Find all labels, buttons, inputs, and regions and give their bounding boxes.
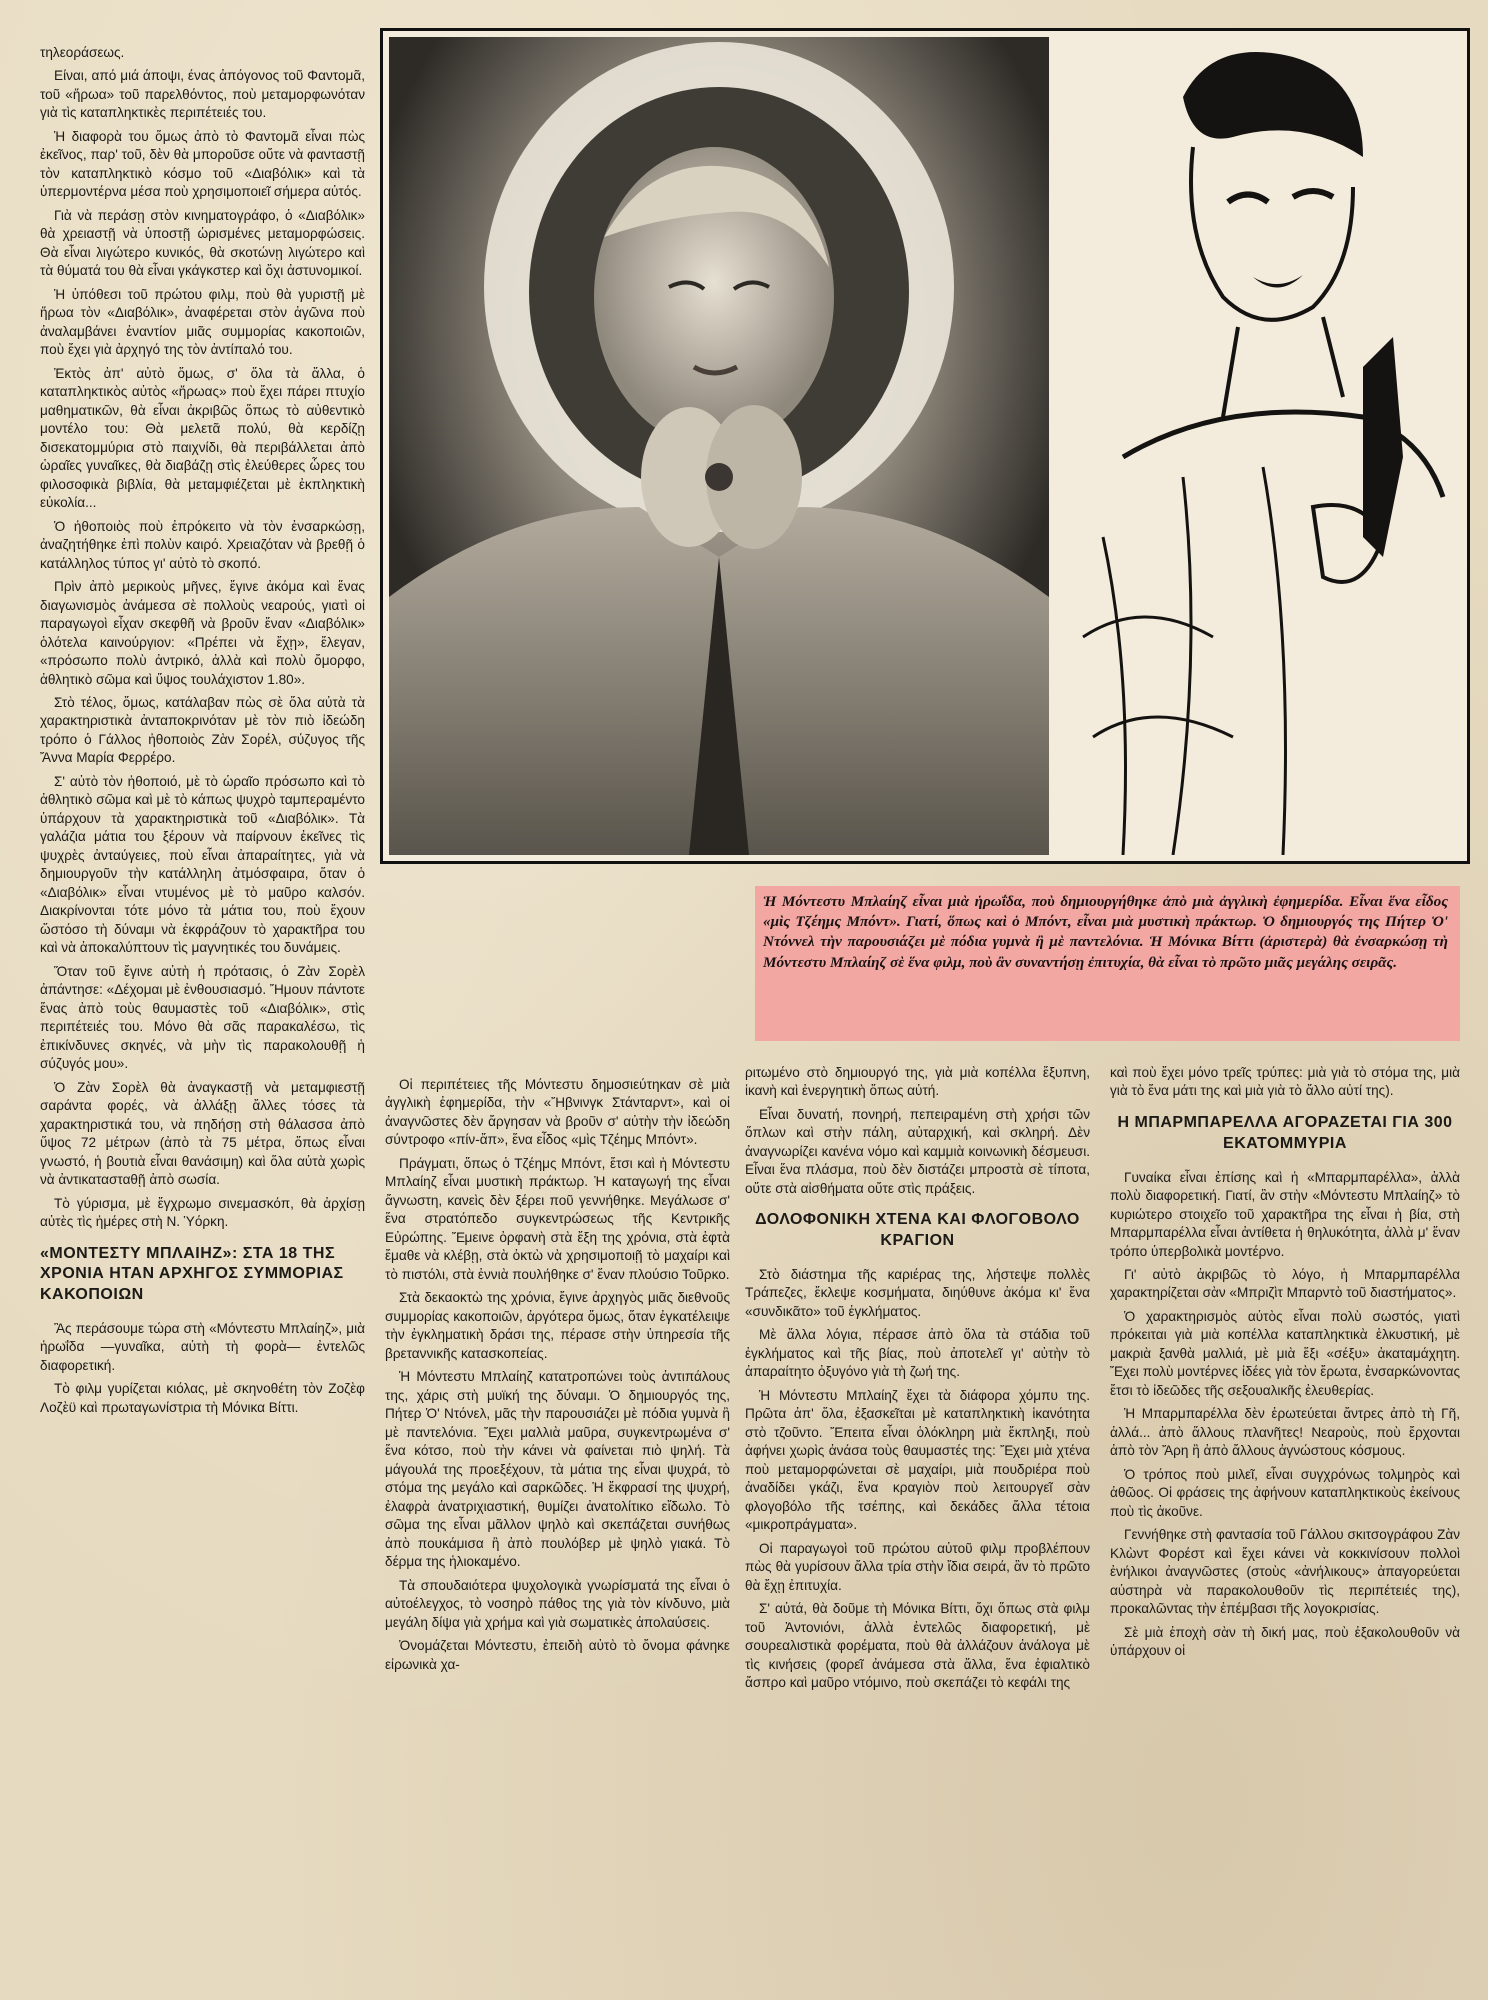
photo-frame [380,28,1470,864]
paragraph: Οἱ παραγωγοὶ τοῦ πρώτου αὐτοῦ φιλμ προβλέπουν πὼς θὰ γυρίσουν ἄλλα τρία στὴν ἴδια σειρά, ἂν τὸ πρῶτο θὰ ἔχῃ ἐπιτυχία. [745,1540,1090,1593]
paragraph: Μὲ ἄλλα λόγια, πέρασε ἀπὸ ὅλα τὰ στάδια τοῦ ἐγκλήματος καὶ τῆς βίας, ποὺ ἀποτελεῖ γι' αὐτὴν τὸ ἀπαραίτητο ὀξυγόνο γιὰ τὴ ζωή της. [745,1327,1090,1380]
text-column-4 [1110,1064,1460,1984]
paragraph: Στὸ διάστημα τῆς καριέρας της, λήστεψε πολλὲς Τράπεζες, ἔκλεψε κοσμήματα, διηύθυνε ἀκόμα κι' ἕνα «συνδικᾶτο» τοῦ ἐγκλήματος. [745,1266,1090,1319]
paragraph: Γιὰ νὰ περάσῃ στὸν κινηματογράφο, ὁ «Διαβόλικ» θὰ χρειαστῇ νὰ ὑποστῇ ὡρισμένες μεταμορφώσεις. Θὰ εἶναι λιγώτερο κυνικός, θὰ σκοτώνῃ λιγώτερο καὶ τὰ θύματά του θὰ εἶναι γκάγκστερ καὶ ὄχι ἀστυνομικοί. [40,207,365,279]
column-3-after-heading [745,1266,1090,1693]
paragraph: Γυναίκα εἶναι ἐπίσης καὶ ἡ «Μπαρμπαρέλλα», ἀλλὰ πολὺ διαφορετική. Γιατί, ἂν στὴν «Μόντεστυ Μπλαίηζ» τὸ κυριώτερο στοιχεῖο τοῦ χαρακτῆρα της εἶναι ἡ βία, στὴ Μπαρμπαρέλλα εἶναι ἀντίθετα ἡ θηλυκότητα, ἀλλὰ μ' ἕναν τρόπο ὑπερβολικὰ μοντέρνο. [1110,1169,1460,1259]
paragraph: Ὁ τρόπος ποὺ μιλεῖ, εἶναι συγχρόνως τολμηρὸς καὶ ἀθῶος. Οἱ φράσεις της ἀφήνουν καταπληκτικοὺς ἐκείνους ποὺ τὶς ἀκοῦνε. [1110,1466,1460,1519]
paragraph: Ὀνομάζεται Μόντεστυ, ἐπειδὴ αὐτὸ τὸ ὄνομα φάνηκε εἰρωνικὰ χα- [385,1638,730,1672]
paragraph: καὶ ποὺ ἔχει μόνο τρεῖς τρύπες: μιὰ γιὰ τὸ στόμα της, μιὰ γιὰ τὸ ἕνα μάτι της καὶ μιὰ γιὰ τὸ ἄλλο αὐτί της). [1110,1065,1460,1099]
paragraph: Σ' αὐτά, θὰ δοῦμε τὴ Μόνικα Βίττι, ὄχι ὅπως στὰ φιλμ τοῦ Ἀντονιόνι, ἀλλὰ ἐντελῶς διαφορετική, μὲ σουρεαλιστικὰ φορέματα, ποὺ θὰ ἀλλάζουν ἀνάλογα μὲ τὶς κινήσεις (φορεῖ ἀνάμεσα στὰ ἄλλα, ἕνα ἐφιαλτικὸ ἄσπρο καὶ μαῦρο ντόμινο, ποὺ σκεπάζει τὸ κεφάλι της [745,1601,1090,1691]
section-heading-comb: ΔΟΛΟΦΟΝΙΚΗ ΧΤΕΝΑ ΚΑΙ ΦΛΟΓΟΒΟΛΟ ΚΡΑΓΙΟΝ [755,1211,1080,1250]
column-2-paragraphs [385,1076,730,1674]
paragraph: Γεννήθηκε στὴ φαντασία τοῦ Γάλλου σκιτσογράφου Ζὰν Κλὼντ Φορέστ καὶ ἔχει κάνει νὰ κοκκινίσουν πολλοὶ ἐνήλικοι ἀναγνῶστες (στοὺς «ἀνήλικους» ἀπαγορεύεται αὐστηρὰ νὰ παρακολουθοῦν τὶς περιπέτειές της), προκαλῶντας τὴν ἐπέμβασι τῆς λογοκρισίας. [1110,1527,1460,1617]
paragraph: Ὅταν τοῦ ἔγινε αὐτὴ ἡ πρότασις, ὁ Ζὰν Σορὲλ ἀπάντησε: «Δέχομαι μὲ ἐνθουσιασμό. Ἤμουν πάντοτε ἕνας ἀπὸ τοὺς θαυμαστὲς τοῦ «Διαβόλικ», στὶς περιπέτειές του. Μόνο θὰ σᾶς παρακαλέσω, τὶς ἐπικίνδυνες σκηνές, νὰ μὴν τὶς παρακολουθῇ ἡ σύζυγός μου». [40,963,365,1072]
paragraph: Οἱ περιπέτειες τῆς Μόντεστυ δημοσιεύτηκαν σὲ μιὰ ἀγγλικὴ ἐφημερίδα, τὴν «Ἤβνινγκ Στάνταρντ», καὶ οἱ ἀναγνῶστες δὲν ἄργησαν νὰ βροῦν σ' αὐτὴν τὴν ἰδεώδη σύντροφο «πίν-ἄπ», ἕνα εἶδος «μὶς Τζέημς Μπόντ». [385,1077,730,1148]
paragraph: Ἡ διαφορὰ του ὅμως ἀπὸ τὸ Φαντομᾶ εἶναι πὼς ἐκεῖνος, παρ' τοῦ, δὲν θὰ μποροῦσε οὔτε νὰ φανταστῇ τὸν καταπληκτικὸ κόσμο τοῦ «Διαβόλικ» καὶ τὰ ὑπερμοντέρνα μέσα ποὺ χρησιμοποιεῖ σήμερα αὐτός. [40,128,365,200]
section-heading-barbarella: Η ΜΠΑΡΜΠΑΡΕΛΛΑ ΑΓΟΡΑΖΕΤΑΙ ΓΙΑ 300 ΕΚΑΤΟΜΜΥΡΙΑ [1117,1113,1453,1152]
paragraph: Πρὶν ἀπὸ μερικοὺς μῆνες, ἔγινε ἀκόμα καὶ ἕνας διαγωνισμὸς ἀνάμεσα σὲ πολλοὺς νεαρούς, γιατὶ οἱ παραγωγοὶ εἶχαν σκεφθῆ νὰ βροῦν ἕναν «Διαβόλικ» ὁλότελα καινούργιον: «Πρέπει νὰ ἔχῃ», ἔλεγαν, «πρόσωπο πολὺ ἀντρικό, ἀλλὰ καὶ πολὺ ὄμορφο, ἀθλητικὸ σῶμα καὶ ὕψος τουλάχιστον 1.80». [40,579,365,687]
paragraph: ριτωμένο στὸ δημιουργό της, γιὰ μιὰ κοπέλλα ἔξυπνη, ἱκανὴ καὶ ἐνεργητικὴ ὅπως αὐτή. [745,1065,1090,1099]
paragraph: Ὁ χαρακτηρισμὸς αὐτὸς εἶναι πολὺ σωστός, γιατὶ πρόκειται γιὰ μιὰ κοπέλλα καταπληκτικὰ ἑλκυστική, μὲ μακριὰ ξανθὰ μαλλιά, μὲ μιὰ ἕξι «σέξυ» ἀκαταμάχητη. Ἔχει πολὺ μοντέρνες ἰδέες γιὰ τὸν ἔρωτα, ἐνσαρκώνοντας ἔτσι τὸ ἰδεῶδες τῆς σεξουαλικῆς ἐλευθερίας. [1110,1308,1460,1398]
paragraph: Γι' αὐτὸ ἀκριβῶς τὸ λόγο, ἡ Μπαρμπαρέλλα χαρακτηρίζεται σὰν «Μπριζὶτ Μπαρντὸ τοῦ διαστήματος». [1110,1266,1460,1301]
modesty-blaise-drawing [1063,37,1461,855]
sketch-illustration [1063,37,1461,855]
paragraph: Τὸ γύρισμα, μὲ ἔγχρωμο σινεμασκόπ, θὰ ἀρχίσῃ αὐτὲς τὶς ἡμέρες στὴ Ν. Ὑόρκη. [40,1195,365,1230]
paragraph: Τὸ φιλμ γυρίζεται κιόλας, μὲ σκηνοθέτη τὸν Ζοζὲφ Λοζὲϋ καὶ πρωταγωνίστρια τὴ Μόνικα Βίττι. [40,1381,365,1415]
photo-caption [755,886,1460,1041]
paragraph: Σὲ μιὰ ἐποχὴ σὰν τὴ δική μας, ποὺ ἐξακολουθοῦν νὰ ὑπάρχουν οἱ [1110,1624,1460,1659]
monica-vitti-photo [389,37,1049,855]
paragraph: Στὸ τέλος, ὅμως, κατάλαβαν πὼς σὲ ὅλα αὐτὰ τὰ χαρακτηριστικὰ ἀνταποκρινόταν μὲ τὸν πιὸ ἰδεώδη τρόπο ὁ Γάλλος ἠθοποιὸς Ζὰν Σορέλ, σύζυγος τῆς Ἄννα Μαρία Φερρέρο. [40,694,365,766]
paragraph: Ἡ Μπαρμπαρέλλα δὲν ἐρωτεύεται ἄντρες ἀπὸ τὴ Γῆ, ἀλλά... ἀπὸ ἄλλους πλανῆτες! Νεαροὺς, ποὺ ἔρχονται ἀπὸ τὸν Ἄρη ἢ ἀπὸ ἄλλους ἀγνώστους κόσμους. [1110,1406,1460,1459]
paragraph: Ἡ Μόντεστυ Μπλαίηζ κατατροπώνει τοὺς ἀντιπάλους της, χάρις στὴ μυϊκή της δύναμι. Ὁ δημιουργός της, Πήτερ Ὁ' Ντόνελ, μᾶς τὴν παρουσιάζει μὲ πόδια γυμνὰ ἢ μὲ παντελόνια. Ἔχει μαλλιὰ μαῦρα, συγκεντρωμένα σ' ἕνα κότσο, ποὺ τὴν κάνει νὰ φαίνεται πιὸ ψηλή. Τὰ μάγουλά της προεξέχουν, τὰ μάτια της εἶναι ψυχρά, τὸ στόμα της μεγάλο καὶ σαρκῶδες. Ἡ ἔκφρασί της ψυχρή, ἐλαφρὰ ἀνατριχιαστική, θυμίζει ἀνατολίτικο εἴδωλο. Τὸ σῶμα της εἶναι μᾶλλον ψηλὸ καὶ σκεπάζεται συνήθως ἀπὸ πουκάμισα ἢ ἀπὸ πουλόβερ μὲ ψηλὸ γιακά. Τὸ δέρμα της ἡλιοκαμένο. [385,1369,730,1570]
text-column-2 [385,1076,730,1981]
paragraph: Ὁ Ζὰν Σορὲλ θὰ ἀναγκαστῇ νὰ μεταμφιεστῇ σαράντα φορές, νὰ ἀλλάξῃ ἄλλες τόσες τὰ χαρακτηριστικά του, νὰ πηδήσῃ στὴ θάλασσα ἀπὸ ὕψος 72 μέτρων (ἀπὸ τὰ 75 μέτρα, ὅπως εἶναι γνωστό, ἡ βουτιὰ εἶναι θανάσιμη) καὶ ὅλα αὐτὰ χωρὶς νὰ ἀντικατασταθῇ ἀπὸ σωσία. [40,1079,365,1188]
paragraph: τηλεοράσεως. [40,45,125,60]
paragraph: Σ' αὐτὸ τὸν ἠθοποιό, μὲ τὸ ὡραῖο πρόσωπο καὶ τὸ ἀθλητικὸ σῶμα καὶ μὲ τὸ κάπως ψυχρὸ ταμπεραμέντο ὑπάρχουν τὰ χαρακτηριστικὰ τοῦ «Διαβόλικ». Τὰ γαλάζια μάτια του ξέρουν νὰ παίρνουν ἐκεῖνες τὶς ψυχρὲς ἀνταύγειες, ποὺ εἶναι ἀπαραίτητες, γιὰ νὰ δημιουργοῦν τὴν κατάλληλη ἀτμόσφαιρα, ὅταν ὁ «Διαβόλικ» εἶναι ντυμένος μὲ τὸ μαῦρο καλσόν. Διακρίνονται τότε μόνο τὰ μάτια του, ποὺ ἔχουν ὥστόσο τὴ δύναμι νὰ ἐκφράζουν τὸ χαρακτῆρα του καὶ νὰ ἀποκαλύπτουν τὶς μαγνητικές του δυνάμεις. [40,773,365,956]
paragraph: Ὁ ἠθοποιὸς ποὺ ἐπρόκειτο νὰ τὸν ἐνσαρκώσῃ, ἀναζητήθηκε ἐπὶ πολὺν καιρό. Χρειαζόταν νὰ βρεθῇ ὁ κατάλληλος τύπος γι' αὐτὸ τὸ σκοπό. [40,518,365,571]
paragraph: Εἶναι δυνατή, πονηρή, πεπειραμένη στὴ χρήσι τῶν ὅπλων καὶ στὴν πάλη, αὐταρχική, καὶ σκληρή. Δὲν ἀναγνωρίζει κανένα νόμο καὶ καμμιὰ κοινωνικὴ δέσμευσι. Εἶναι ἕνα πλάσμα, ποὺ δὲν διστάζει μπροστὰ σὲ τίποτα, οὔτε στὰ αἰσθήματα οὔτε στὶς πράξεις. [745,1106,1090,1196]
paragraph: Ἡ Μόντεστυ Μπλαίηζ ἔχει τὰ διάφορα χόμπυ της. Πρῶτα ἀπ' ὅλα, ἐξασκεῖται μὲ καταπληκτικὴ ἱκανότητα στὸ τζοῦντο. Ἔπειτα εἶναι ὁλόκληρη μιὰ ἔκπληξι, ποὺ ἀφήνει χωρὶς ἀνάσα τοὺς θαυμαστές της: Ἔχει μιὰ χτένα ποὺ μεταμορφώνεται σὲ μαχαίρι, μιὰ πουδριέρα ποὺ ἀναδίδει γκάζι, ἕνα κραγιὸν ποὺ λειτουργεῖ σὰν φλογοβόλο τῆς τσέπης, καὶ δεκάδες ἄλλα τέτοια «μικροπράγματα». [745,1387,1090,1533]
paragraph: Τὰ σπουδαιότερα ψυχολογικὰ γνωρίσματά της εἶναι ὁ αὐτοέλεγχος, τὸ νοσηρὸ πάθος της γιὰ τὸν κίνδυνο, μιὰ μεγάλη δίψα γιὰ χρήμα καὶ γιὰ σωματικὲς ἀπολαύσεις. [385,1577,730,1630]
column-1-paragraphs [40,44,365,1232]
paragraph: Στὰ δεκαοκτὼ της χρόνια, ἔγινε ἀρχηγὸς μιᾶς διεθνοῦς συμμορίας κακοποιῶν, ἀργότερα ὅμως, ὅταν ἐγκατέλειψε τὴν ἐγκληματικὴ δράσι της, πέρασε στὴν ὑπηρεσία τῆς βρεταννικῆς κατασκοπείας. [385,1290,730,1361]
paragraph: Ἡ ὑπόθεσι τοῦ πρώτου φιλμ, ποὺ θὰ γυριστῇ μὲ ἥρωα τὸν «Διαβόλικ», ἀναφέρεται στὸν ἀγῶνα ποὺ ἀναλαμβάνει ἐναντίον μιᾶς συμμορίας κακοποιῶν, ποὺ ἔχει γιὰ ἀρχηγό της τὸν ἀντίπαλό του. [40,286,365,358]
column-4-paragraphs [1110,1064,1460,1101]
text-column-3 [745,1064,1090,1984]
paragraph: Ἂς περάσουμε τώρα στὴ «Μόντεστυ Μπλαίηζ», μιὰ ἡρωΐδα —γυναῖκα, αὐτὴ τὴ φορὰ— ἐντελῶς διαφορετική. [40,1320,365,1373]
column-3-paragraphs [745,1064,1090,1198]
photo-illustration [389,37,1049,855]
column-1-after-heading [40,1320,365,1417]
caption-text: Ἡ Μόντεστυ Μπλαίηζ εἶναι μιὰ ἡρωΐδα, ποὺ δημιουργήθηκε ἀπὸ μιὰ ἀγγλικὴ ἐφημερίδα. Εἶναι ἕνα εἶδος «μὶς Τζέημς Μπόντ». Γιατί, ὅπως καὶ ὁ Μπόντ, εἶναι μιὰ μυστικὴ πράκτωρ. Ὁ δημιουργός της Πήτερ Ὁ' Ντόννελ τὴν παρουσιάζει μὲ πόδια γυμνὰ ἢ μὲ παντελόνια. Ἡ Μόνικα Βίττι (ἀριστερὰ) θὰ ἐνσαρκώσῃ τὴ Μόντεστυ Μπλαίηζ σὲ ἕνα φιλμ, ποὺ ἂν συναντήσῃ ἐπιτυχία, θὰ εἶναι τὸ πρῶτο μιᾶς μεγάλης σειρᾶς. [763,893,1448,971]
text-column-1 [40,44,365,1984]
column-4-after-heading [1110,1169,1460,1661]
paragraph: Ἐκτὸς ἀπ' αὐτὸ ὅμως, σ' ὅλα τὰ ἄλλα, ὁ καταπληκτικὸς αὐτὸς «ἥρωας» ποὺ ἔχει πάρει πτυχίο μαθηματικῶν, θὰ εἶναι ἀκριβῶς ὅπως τὸ αὐθεντικὸ μοντέλο του: Θὰ μελετᾶ πολύ, θὰ κερδίζῃ δισεκατομμύρια στὸ παιχνίδι, θὰ περιβάλλεται ἀπὸ ὡραῖες γυναῖκες, θὰ διαβάζῃ στὶς ἐλεύθερες ὧρες του φιλοσοφικὰ βιβλία, θὰ μεταμφιέζεται μὲ ἐκπληκτικὴ εὐκολία... [40,365,365,511]
paragraph: Πράγματι, ὅπως ὁ Τζέημς Μπόντ, ἔτσι καὶ ἡ Μόντεστυ Μπλαίηζ εἶναι μυστικὴ πράκτωρ. Ἡ καταγωγή της εἶναι ἄγνωστη, κανεὶς δὲν ξέρει ποῦ γεννήθηκε. Μεγάλωσε σ' ἕνα στρατόπεδο συγκεντρώσεως τῆς Κεντρικῆς Εὐρώπης. Ἔμεινε ὀρφανὴ στὰ ἔξη της χρόνια, στὰ ἑφτὰ ἔμαθε νὰ κλέβῃ, στὰ ὀκτὼ νὰ χρησιμοποιῇ τὸ μαχαίρι καὶ τὸ πιστόλι, στὰ ἐννιὰ πουλήθηκε σ' ἕναν πλούσιο Τοῦρκο. [385,1155,730,1282]
paragraph: Είναι, από μιά άποψι, ένας ἀπόγονος τοῦ Φαντομᾶ, τοῦ «ἥρωα» τοῦ παρελθόντος, ποὺ μεταμορφωνόταν γιὰ τὶς καταπληκτικὲς περιπέτειές του. [40,68,365,121]
section-heading-modesty: «ΜΟΝΤΕΣΤΥ ΜΠΛΑΙΗΖ»: ΣΤΑ 18 ΤΗΣ ΧΡΟΝΙΑ ΗΤΑΝ ΑΡΧΗΓΟΣ ΣΥΜΜΟΡΙΑΣ ΚΑΚΟΠΟΙΩΝ [40,1244,344,1304]
